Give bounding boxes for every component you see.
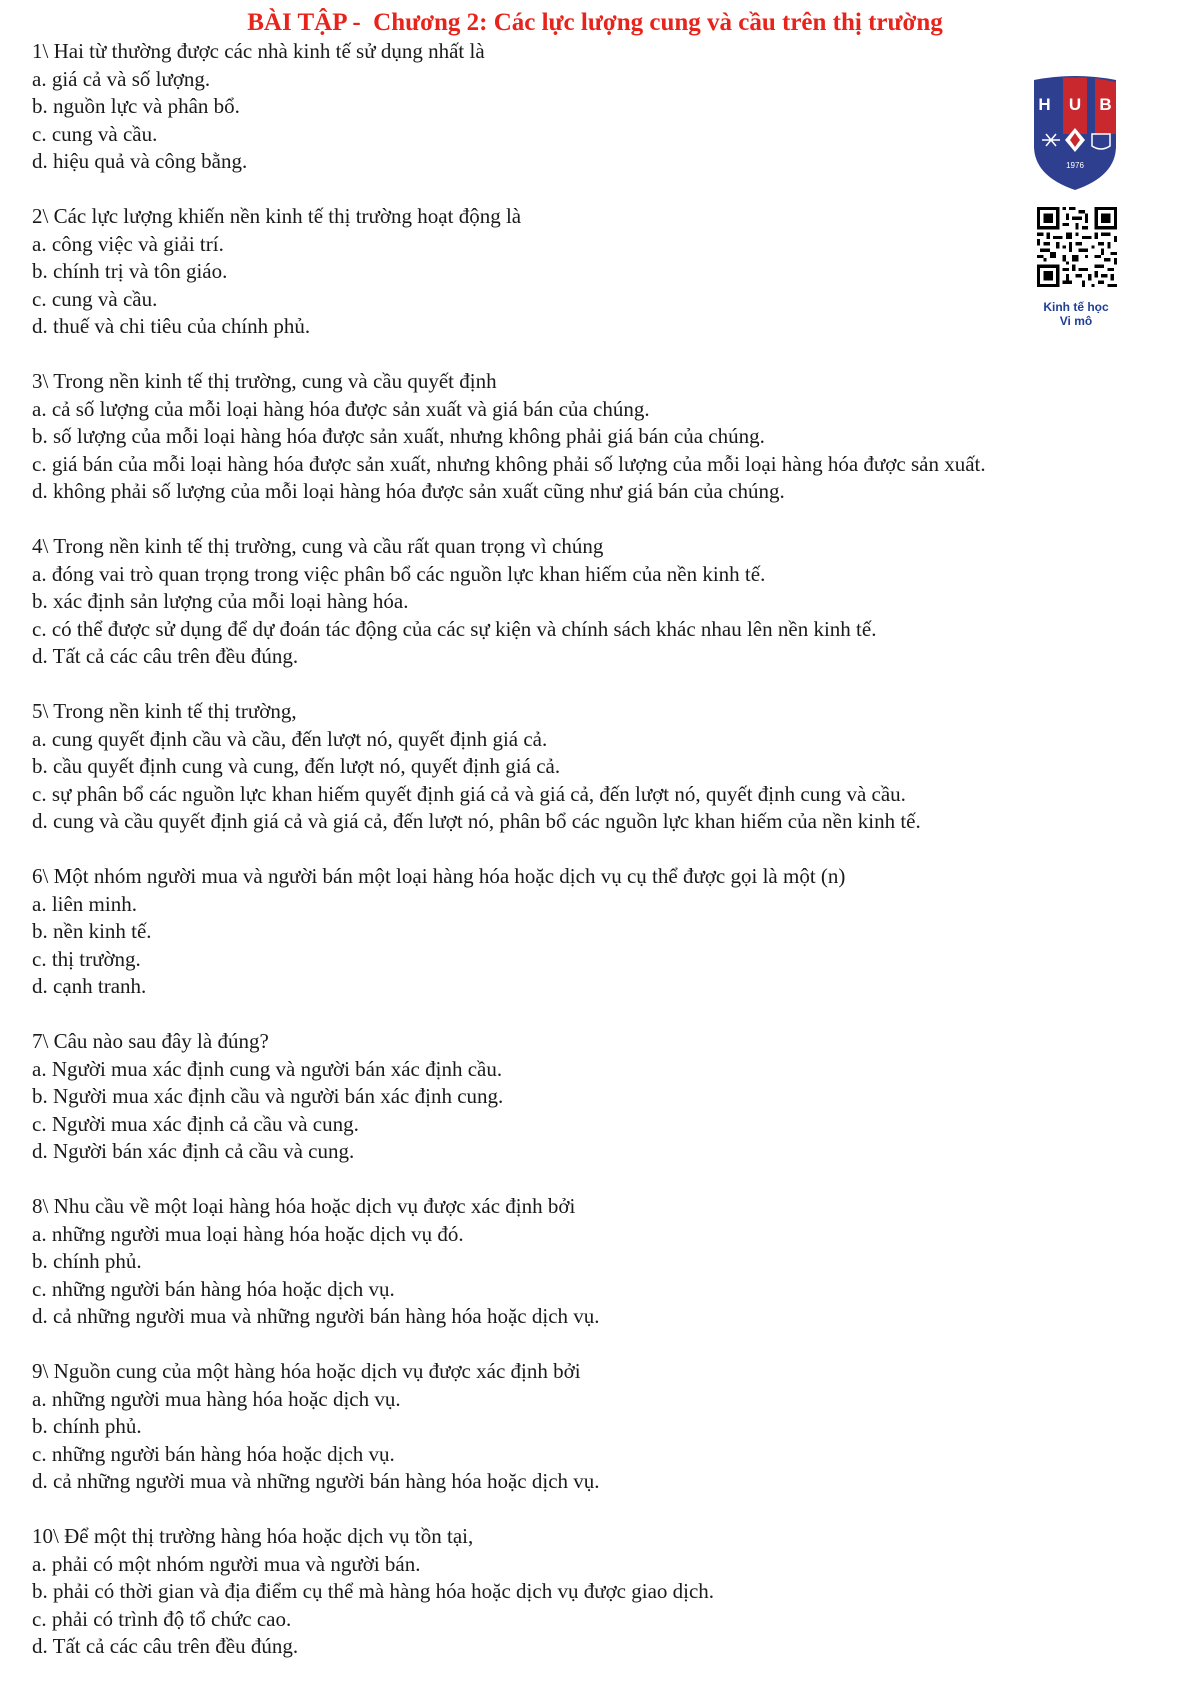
option-a: a. những người mua loại hàng hóa hoặc dịch vụ đó. xyxy=(32,1221,464,1246)
option-d: d. thuế và chi tiêu của chính phủ. xyxy=(32,314,311,338)
qr-caption-line-1: Kinh tế học xyxy=(1043,300,1109,314)
option-c: c. sự phân bổ các nguồn lực khan hiếm quyết định giá cả và giá cả, đến lượt nó, quyết định cung và cầu. xyxy=(32,781,906,806)
option-c: c. thị trường. xyxy=(32,946,141,971)
question-list xyxy=(32,38,1152,1688)
option-a: a. Người mua xác định cung và người bán xác định cầu. xyxy=(32,1056,503,1081)
option-b: b. chính trị và tôn giáo. xyxy=(32,259,228,283)
logo-letter-h: H xyxy=(1038,95,1051,114)
question-2 xyxy=(32,203,1152,341)
option-c: c. những người bán hàng hóa hoặc dịch vụ. xyxy=(32,1276,395,1301)
question-stem: 7\ Câu nào sau đây là đúng? xyxy=(32,1029,269,1053)
option-b: b. nguồn lực và phân bổ. xyxy=(32,94,240,118)
question-stem: 10\ Để một thị trường hàng hóa hoặc dịch vụ tồn tại, xyxy=(32,1524,474,1548)
question-10 xyxy=(32,1523,1152,1661)
question-4 xyxy=(32,533,1152,671)
question-stem: 6\ Một nhóm người mua và người bán một loại hàng hóa hoặc dịch vụ cụ thể được gọi là một (n) xyxy=(32,864,846,888)
option-c: c. cung và cầu. xyxy=(32,121,158,146)
qr-caption xyxy=(1020,300,1132,328)
option-d: d. hiệu quả và công bằng. xyxy=(32,149,248,173)
option-c: c. giá bán của mỗi loại hàng hóa được sản xuất, nhưng không phải số lượng của mỗi loại hàng hóa được sản xuất. xyxy=(32,451,986,476)
question-5 xyxy=(32,698,1152,836)
option-b: b. số lượng của mỗi loại hàng hóa được sản xuất, nhưng không phải giá bán của chúng. xyxy=(32,424,765,448)
option-d: d. Người bán xác định cả cầu và cung. xyxy=(32,1139,355,1163)
option-b: b. nền kinh tế. xyxy=(32,919,152,943)
option-b: b. chính phủ. xyxy=(32,1249,142,1273)
option-a: a. đóng vai trò quan trọng trong việc phân bổ các nguồn lực khan hiếm của nền kinh tế. xyxy=(32,561,766,586)
hub-logo xyxy=(1030,76,1120,192)
option-c: c. những người bán hàng hóa hoặc dịch vụ. xyxy=(32,1441,395,1466)
option-b: b. cầu quyết định cung và cung, đến lượt nó, quyết định giá cả. xyxy=(32,754,561,778)
option-c: c. phải có trình độ tổ chức cao. xyxy=(32,1606,292,1631)
option-b: b. phải có thời gian và địa điểm cụ thể mà hàng hóa hoặc dịch vụ được giao dịch. xyxy=(32,1579,715,1603)
option-a: a. liên minh. xyxy=(32,891,137,916)
option-b: b. chính phủ. xyxy=(32,1414,142,1438)
option-c: c. cung và cầu. xyxy=(32,286,158,311)
option-d: d. cung và cầu quyết định giá cả và giá cả, đến lượt nó, phân bổ các nguồn lực khan hiếm của nền kinh tế. xyxy=(32,809,921,833)
question-8 xyxy=(32,1193,1152,1331)
question-stem: 9\ Nguồn cung của một hàng hóa hoặc dịch vụ được xác định bởi xyxy=(32,1359,581,1383)
option-c: c. có thể được sử dụng để dự đoán tác động của các sự kiện và chính sách khác nhau lên nền kinh tế. xyxy=(32,616,877,641)
option-a: a. phải có một nhóm người mua và người bán. xyxy=(32,1551,421,1576)
qr-caption-line-2: Vi mô xyxy=(1059,314,1093,328)
option-c: c. Người mua xác định cả cầu và cung. xyxy=(32,1111,359,1136)
option-b: b. Người mua xác định cầu và người bán xác định cung. xyxy=(32,1084,504,1108)
option-a: a. những người mua hàng hóa hoặc dịch vụ. xyxy=(32,1386,401,1411)
question-stem: 2\ Các lực lượng khiến nền kinh tế thị trường hoạt động là xyxy=(32,204,522,228)
question-stem: 3\ Trong nền kinh tế thị trường, cung và cầu quyết định xyxy=(32,369,497,393)
option-d: d. Tất cả các câu trên đều đúng. xyxy=(32,644,299,668)
question-1 xyxy=(32,38,1152,176)
qr-code xyxy=(1037,207,1117,287)
page-title: BÀI TẬP - Chương 2: Các lực lượng cung và cầu trên thị trường xyxy=(247,9,943,36)
option-a: a. cung quyết định cầu và cầu, đến lượt nó, quyết định giá cả. xyxy=(32,726,548,751)
option-a: a. cả số lượng của mỗi loại hàng hóa được sản xuất và giá bán của chúng. xyxy=(32,396,650,421)
question-stem: 5\ Trong nền kinh tế thị trường, xyxy=(32,699,297,723)
option-d: d. không phải số lượng của mỗi loại hàng hóa được sản xuất cũng như giá bán của chúng. xyxy=(32,479,785,503)
question-stem: 8\ Nhu cầu về một loại hàng hóa hoặc dịch vụ được xác định bởi xyxy=(32,1194,576,1218)
option-a: a. giá cả và số lượng. xyxy=(32,66,211,91)
option-d: d. cạnh tranh. xyxy=(32,974,147,998)
option-d: d. Tất cả các câu trên đều đúng. xyxy=(32,1634,299,1658)
option-b: b. xác định sản lượng của mỗi loại hàng hóa. xyxy=(32,589,409,613)
logo-letter-u: U xyxy=(1068,95,1082,114)
question-7 xyxy=(32,1028,1152,1166)
question-9 xyxy=(32,1358,1152,1496)
question-3 xyxy=(32,368,1152,506)
option-a: a. công việc và giải trí. xyxy=(32,231,224,256)
logo-letter-b: B xyxy=(1099,95,1112,114)
option-d: d. cả những người mua và những người bán hàng hóa hoặc dịch vụ. xyxy=(32,1469,600,1493)
option-d: d. cả những người mua và những người bán hàng hóa hoặc dịch vụ. xyxy=(32,1304,600,1328)
question-6 xyxy=(32,863,1152,1001)
question-stem: 1\ Hai từ thường được các nhà kinh tế sử dụng nhất là xyxy=(32,39,485,63)
question-stem: 4\ Trong nền kinh tế thị trường, cung và cầu rất quan trọng vì chúng xyxy=(32,534,604,558)
logo-year: 1976 xyxy=(1066,161,1084,170)
